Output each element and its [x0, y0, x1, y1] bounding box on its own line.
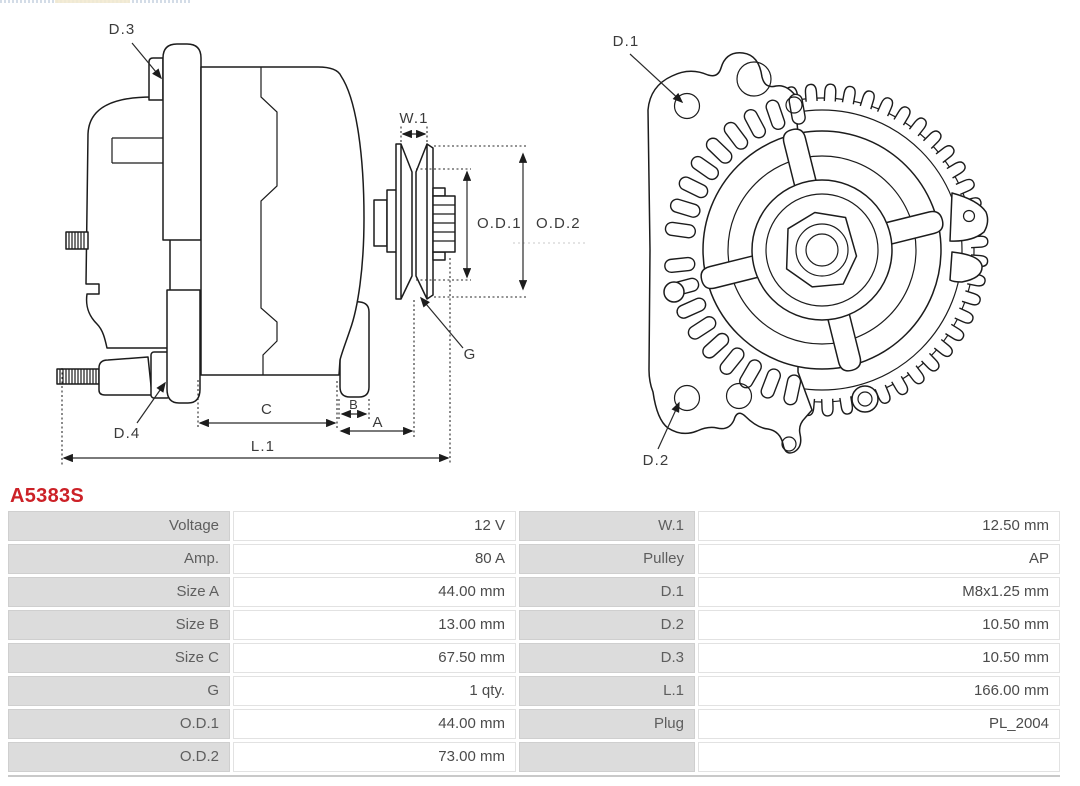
spec-value: M8x1.25 mm [698, 577, 1060, 607]
spec-label: W.1 [519, 511, 695, 541]
spec-label: Size C [8, 643, 230, 673]
spec-label: D.1 [519, 577, 695, 607]
label-c: C [261, 401, 273, 418]
spec-label: L.1 [519, 676, 695, 706]
spec-value: PL_2004 [698, 709, 1060, 739]
label-d1: D.1 [612, 33, 640, 50]
spec-label: Voltage [8, 511, 230, 541]
spec-label: O.D.1 [8, 709, 230, 739]
spec-value: 13.00 mm [233, 610, 516, 640]
spec-value: 12.50 mm [698, 511, 1060, 541]
spec-table [8, 511, 1060, 777]
top-edge-artifact [0, 0, 192, 3]
spec-value: 10.50 mm [698, 643, 1060, 673]
spec-label: Plug [519, 709, 695, 739]
main-barrel [201, 67, 364, 375]
spec-value: 73.00 mm [233, 742, 516, 772]
bottom-lug [167, 290, 200, 403]
spec-value: 12 V [233, 511, 516, 541]
label-d3: D.3 [108, 21, 136, 38]
front-view-drawing [648, 53, 988, 453]
shaft-nut [786, 212, 858, 289]
connector-body [99, 357, 152, 395]
spec-value: AP [698, 544, 1060, 574]
label-od1: O.D.1 [477, 215, 522, 232]
spec-label: O.D.2 [8, 742, 230, 772]
label-b: B [349, 397, 359, 412]
bottom-right-boss [852, 386, 878, 412]
label-d2: D.2 [642, 452, 670, 469]
spec-label: Amp. [8, 544, 230, 574]
label-w1: W.1 [399, 110, 429, 127]
pulley [396, 144, 433, 299]
spec-label: Size B [8, 610, 230, 640]
spec-label: D.2 [519, 610, 695, 640]
label-g: G [463, 346, 477, 363]
spec-label: Pulley [519, 544, 695, 574]
spec-value: 80 A [233, 544, 516, 574]
threaded-shaft-end [433, 188, 455, 260]
label-a: A [372, 414, 384, 431]
label-l1: L.1 [250, 438, 276, 455]
side-view-drawing [57, 44, 455, 403]
lug-step [149, 58, 163, 100]
spec-value: 166.00 mm [698, 676, 1060, 706]
label-d4: D.4 [113, 425, 141, 442]
top-lug [163, 44, 201, 240]
spec-label: D.3 [519, 643, 695, 673]
part-number: A5383S [10, 485, 85, 507]
right-tab [950, 193, 988, 241]
spec-label: G [8, 676, 230, 706]
spec-value: 1 qty. [233, 676, 516, 706]
spec-label: Size A [8, 577, 230, 607]
spec-value [698, 742, 1060, 772]
spec-label [519, 742, 695, 772]
spec-value: 67.50 mm [233, 643, 516, 673]
label-od2: O.D.2 [536, 215, 581, 232]
rear-housing [86, 97, 170, 348]
shaft-collar [374, 200, 387, 246]
leader-g [421, 298, 463, 348]
spec-value: 44.00 mm [233, 709, 516, 739]
spec-value: 10.50 mm [698, 610, 1060, 640]
spec-value: 44.00 mm [233, 577, 516, 607]
